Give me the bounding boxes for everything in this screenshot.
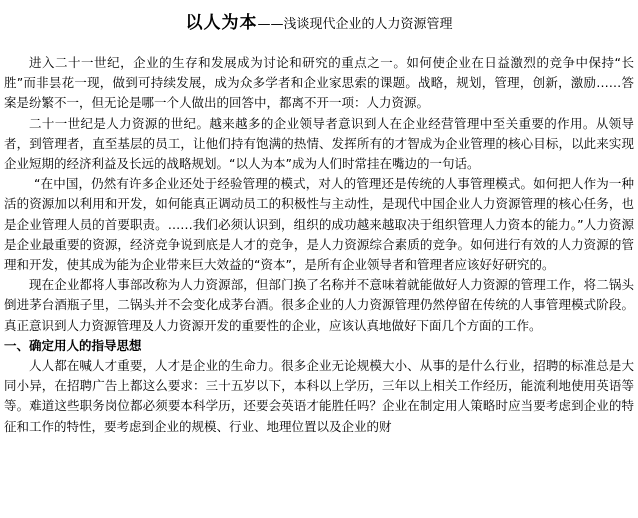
section-heading: 一、确定用人的指导思想 — [4, 337, 142, 353]
section-paragraph: 人人都在喊人才重要，人才是企业的生命力。很多企业无论规模大小、从事的是什么行业，招聘的标准总是大同小异，在招聘广告上都这么要求：三十五岁以下，本科以上学历，三年以上相关工作经历，能流利地使用英语等等。难道这些职务岗位都必须要本科学历，还要会英语才能胜任吗？企业在制定用人策略时应当要考虑到企业的特征和工作的特性，要考虑到企业的规模、行业、地理位置以及企业的财 — [4, 358, 634, 434]
paragraph-quote: “在中国，仍然有许多企业还处于经验管理的模式，对人的管理还是传统的人事管理模式。如何把人作为一种活的资源加以利用和开发，如何能真正调动员工的积极性与主动性，是现代中国企业人力资源管理的核心任务，也是企业管理人员的首要职责。……我们必须认识到，组织的成功越来越取决于组织管理人力资本的能力。”人力资源是企业最重要的资源，经济竞争说到底是人才的竞争，是人力资源综合素质的竞争。如何进行有效的人力资源的管理和开发，使其成为能为企业带来巨大效益的“资本”，是所有企业领导者和管理者应该好好研究的。 — [4, 176, 634, 273]
paragraph-hr-department: 现在企业都将人事部改称为人力资源部，但部门换了名称并不意味着就能做好人力资源的管理工作，将二锅头倒进茅台酒瓶子里，二锅头并不会变化成茅台酒。很多企业的人力资源管理仍然停留在传统的人事管理模式阶段。真正意识到人力资源管理及人力资源开发的重要性的企业，应该认真地做好下面几个方面的工作。 — [4, 277, 634, 333]
title-subtitle: ——浅谈现代企业的人力资源管理 — [257, 17, 453, 32]
paragraph-century: 二十一世纪是人力资源的世纪。越来越多的企业领导者意识到人在企业经营管理中至关重要的作用。从领导者，到管理者，直至基层的员工，让他们持有饱满的热情、发挥所有的才智成为企业管理的核心目标，以此来实现企业短期的经济利益及长远的战略规划。“以人为本”成为人们时常挂在嘴边的一句话。 — [4, 115, 634, 172]
paragraph-intro: 进入二十一世纪，企业的生存和发展成为讨论和研究的重点之一。如何使企业在日益激烈的竞争中保持“长胜”而非昙花一现，做到可持续发展，成为众多学者和企业家思索的课题。战略，规划，管理，创新，激励……答案是纷繁不一，但无论是哪一个人做出的回答中，都离不开一项：人力资源。 — [4, 55, 634, 111]
title-main: 以人为本 — [185, 13, 258, 33]
document-title — [4, 8, 634, 33]
